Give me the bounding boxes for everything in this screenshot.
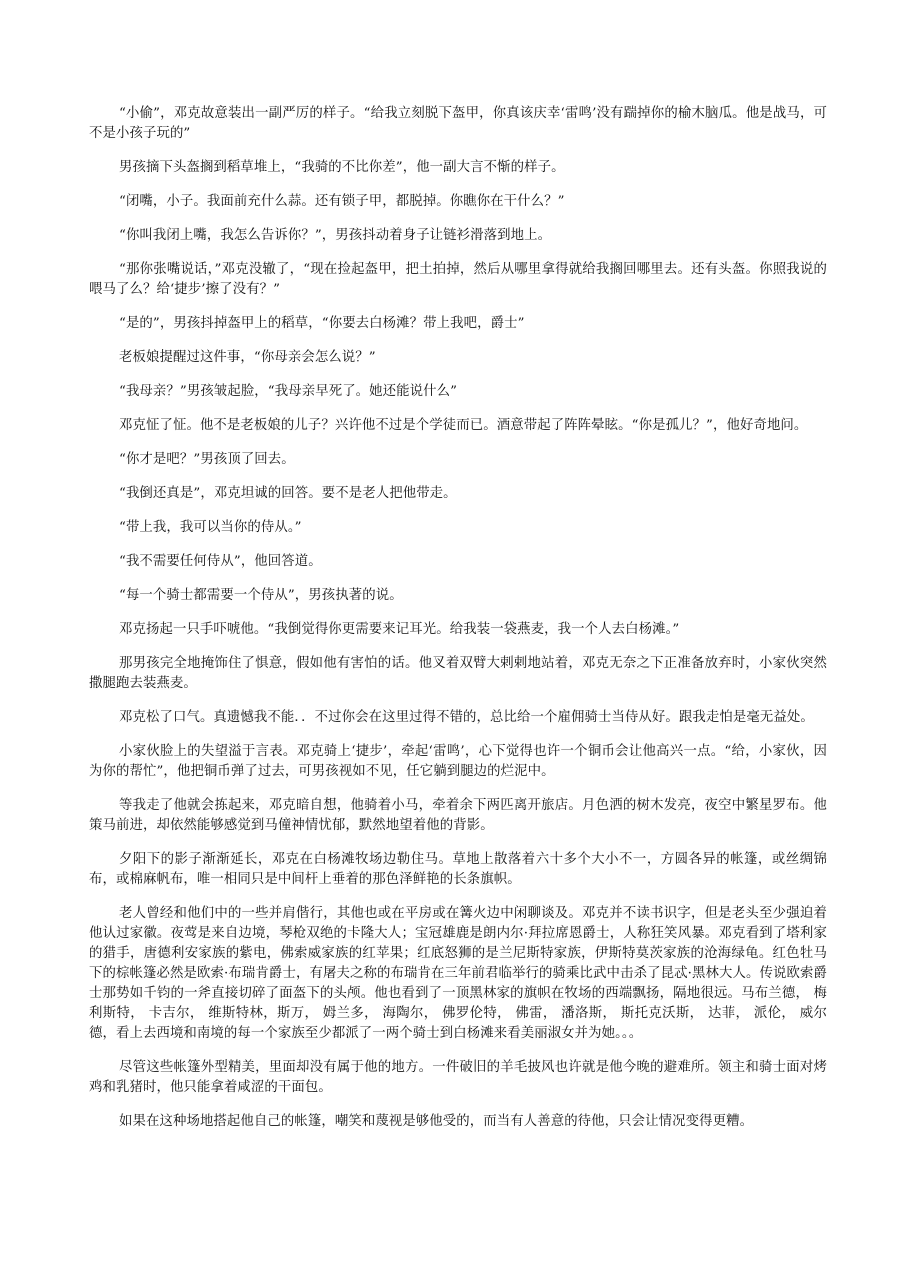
- paragraph: “那你张嘴说话，”邓克没辙了，“现在捡起盔甲，把土拍掉，然后从哪里拿得就给我搁回哪里去。还有头盔。你照我说的喂马了么？给‘捷步’擦了没有？”: [89, 262, 827, 297]
- paragraph: 如果在这种场地搭起他自己的帐篷，嘲笑和蔑视是够他受的，而当有人善意的待他，只会让情况变得更糟。: [119, 1114, 754, 1129]
- paragraph: 小家伙脸上的失望溢于言表。邓克骑上‘捷步’，牵起‘雷鸣’，心下觉得也许一个铜币会让他高兴一点。“给，小家伙，因为你的帮忙”，他把铜币弹了过去，可男孩视如不见，任它躺到腿边的烂泥中。: [89, 744, 827, 779]
- paragraph: “你才是吧？”男孩顶了回去。: [119, 452, 295, 467]
- paragraph: “带上我，我可以当你的侍从。”: [119, 520, 302, 535]
- paragraph: 老人曾经和他们中的一些并肩偕行，其他也或在平房或在篝火边中闲聊谈及。邓克并不读书识字，但是老头至少强迫着他认过家徽。夜莺是来自边境，琴枪双绝的卡隆大人；宝冠雄鹿是朗内尔·拜拉席恩爵士，人称狂笑风暴。邓克看到了塔利家的猎手，唐德利安家族的紫电，佛索威家族的红苹果；红底怒狮的是兰尼斯特家族，伊斯特莫茨家族的沧海绿龟。红色牡马下的棕帐篷必然是欧索·布瑞肯爵士，有屠夫之称的布瑞肯在三年前君临举行的骑乘比武中击杀了昆忒·黑林大人。传说欧索爵士那势如千钧的一斧直接切碎了面盔下的头颅。他也看到了一顶黑林家的旗帜在牧场的西端飘扬，隔地很远。马布兰德， 梅利斯特， 卡吉尔， 维斯特林，斯万， 姆兰多， 海陶尔， 佛罗伦特， 佛雷， 潘洛斯， 斯托克沃斯， 达菲， 派伦， 威尔德，看上去西境和南境的每一个家族至少都派了一两个骑士到白杨滩来看美丽淑女并为她。。。: [89, 906, 827, 1041]
- paragraph: 邓克松了口气。真遗憾我不能．．不过你会在这里过得不错的，总比给一个雇佣骑士当侍从好。跟我走怕是毫无益处。: [119, 710, 814, 725]
- paragraph: “你叫我闭上嘴，我怎么告诉你？”，男孩抖动着身子让链衫滑落到地上。: [119, 228, 552, 243]
- paragraph: “闭嘴，小子。我面前充什么蒜。还有锁子甲，都脱掉。你瞧你在干什么？”: [119, 194, 565, 209]
- paragraph: 男孩摘下头盔搁到稻草堆上，“我骑的不比你差”，他一副大言不惭的样子。: [119, 160, 565, 175]
- paragraph: 老板娘提醒过这件事，“你母亲会怎么说？”: [119, 350, 376, 365]
- paragraph: 邓克扬起一只手吓唬他。“我倒觉得你更需要来记耳光。给我装一袋燕麦，我一个人去白杨滩。”: [119, 622, 680, 637]
- document-body: [89, 104, 827, 1146]
- paragraph: “我不需要任何侍从”，他回答道。: [119, 554, 322, 569]
- paragraph: “我母亲？”男孩皱起脸，“我母亲早死了。她还能说什么”: [119, 384, 458, 399]
- paragraph: “是的”，男孩抖掉盔甲上的稻草，“你要去白杨滩？带上我吧，爵士”: [119, 316, 525, 331]
- paragraph: 等我走了他就会拣起来，邓克暗自想，他骑着小马，牵着余下两匹离开旅店。月色洒的树木发亮，夜空中繁星罗布。他策马前进，却依然能够感觉到马僮神情忧郁，默然地望着他的背影。: [89, 798, 827, 833]
- paragraph: “小偷”，邓克故意装出一副严厉的样子。“给我立刻脱下盔甲，你真该庆幸‘雷鸣’没有踹掉你的榆木脑瓜。他是战马，可不是小孩子玩的”: [89, 106, 827, 141]
- paragraph: 邓克怔了怔。他不是老板娘的儿子？兴许他不过是个学徒而已。酒意带起了阵阵晕眩。“你是孤儿？”，他好奇地问。: [119, 418, 808, 433]
- paragraph: “每一个骑士都需要一个侍从”，男孩执著的说。: [119, 588, 403, 603]
- paragraph: “我倒还真是”，邓克坦诚的回答。要不是老人把他带走。: [119, 486, 457, 501]
- paragraph: 那男孩完全地掩饰住了惧意，假如他有害怕的话。他叉着双臂大剌剌地站着，邓克无奈之下正准备放弃时，小家伙突然撒腿跑去装燕麦。: [89, 656, 827, 691]
- paragraph: 夕阳下的影子渐渐延长，邓克在白杨滩牧场边勒住马。草地上散落着六十多个大小不一，方圆各异的帐篷，或丝绸锦布，或棉麻帆布，唯一相同只是中间杆上垂着的那色泽鲜艳的长条旗帜。: [89, 852, 827, 887]
- paragraph: 尽管这些帐篷外型精美，里面却没有属于他的地方。一件破旧的羊毛披风也许就是他今晚的避难所。领主和骑士面对烤鸡和乳猪时，他只能拿着咸涩的干面包。: [89, 1060, 827, 1095]
